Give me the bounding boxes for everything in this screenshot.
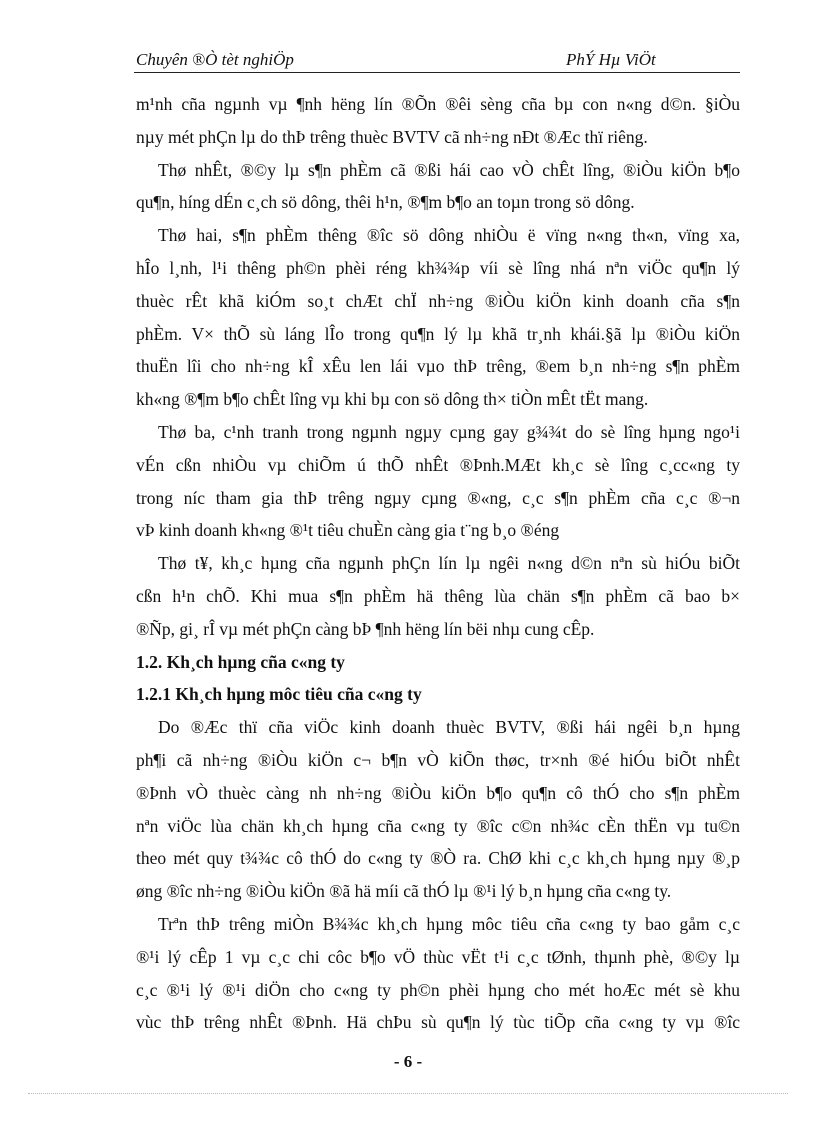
text-line: Trªn thÞ trêng miÒn B¾¾c kh¸ch hµng môc tiêu cña c«ng ty bao gåm c¸c (158, 913, 740, 934)
text-line: thuèc rÊt khã kiÓm so¸t chÆt chÏ nh÷ng ®iÒu kiÖn kinh doanh cña s¶n (136, 290, 740, 311)
text-line: ph¶i cã nh÷ng ®iÒu kiÖn c¬ b¶n vÒ kiÕn thøc, tr×nh ®é hiÓu biÕt nhÊt (136, 749, 740, 770)
text-line: theo mét quy t¾¾c cô thÓ do c«ng ty ®Ò ra. ChØ khi c¸c kh¸ch hµng nµy ®¸p (136, 848, 740, 869)
text-line: vÞ kinh doanh kh«ng ®¹t tiêu chuÈn càng gia t¨ng b¸o ®éng (136, 520, 560, 541)
text-line: øng ®îc nh÷ng ®iÒu kiÖn ®ã hä míi cã thÓ lµ ®¹i lý b¸n hµng cña c«ng ty. (136, 881, 672, 902)
page-bottom-divider (28, 1093, 788, 1094)
paragraph (136, 88, 740, 154)
text-line: nªn viÖc lùa chän kh¸ch hµng cña c«ng ty ®îc c©n nh¾c cÈn thËn vµ tu©n (136, 815, 740, 836)
section-heading: 1.2. Kh¸ch hµng cña c«ng ty (136, 651, 345, 672)
text-line: thuËn lîi cho nh÷ng kÎ xÊu len lái vµo thÞ trêng, ®em b¸n nh÷ng s¶n phÈm (136, 356, 740, 377)
page-number: - 6 - (393, 1052, 423, 1071)
text-line: m¹nh cña ngµnh vµ ¶nh hëng lín ®Õn ®êi sèng cña bµ con n«ng d©n. §iÒu (136, 94, 740, 114)
paragraph (136, 416, 740, 547)
paragraph (136, 219, 740, 416)
text-line: qu¶n, híng dÉn c¸ch sö dông, thêi h¹n, ®¶m b¶o an toµn trong sö dông. (136, 192, 635, 213)
subsection-heading: 1.2.1 Kh¸ch hµng môc tiêu cña c«ng ty (136, 684, 422, 705)
text-line: Thø nhÊt, ®©y lµ s¶n phÈm cã ®ßi hái cao vÒ chÊt lîng, ®iÒu kiÖn b¶o (158, 159, 740, 180)
header-author: PhÝ Hµ ViÖt (566, 50, 656, 69)
text-line: trong níc tham gia thÞ trêng ngµy cµng ®«ng, c¸c s¶n phÈm cña c¸c ®¬n (136, 487, 740, 508)
text-line: cßn h¹n chÕ. Khi mua s¶n phÈm hä thêng lùa chän s¶n phÈm cã bao b× (136, 585, 740, 606)
text-line: nµy mét phÇn lµ do thÞ trêng thuèc BVTV cã nh÷ng nÐt ®Æc thï riêng. (136, 126, 648, 147)
text-line: Thø hai, s¶n phÈm thêng ®îc sö dông nhiÒu ë vïng n«ng th«n, vïng xa, (158, 225, 740, 246)
text-line: hÎo l¸nh, l¹i thêng ph©n phèi réng kh¾¾p víi sè lîng nhá nªn viÖc qu¶n lý (136, 257, 740, 278)
text-line: c¸c ®¹i lý ®¹i diÖn cho c«ng ty ph©n phèi hµng cho mét hoÆc mét sè khu (136, 979, 740, 1000)
text-line: vùc thÞ trêng nhÊt ®Þnh. Hä chÞu sù qu¶n lý tùc tiÕp cña c«ng ty vµ ®îc (136, 1012, 740, 1033)
paragraph (136, 711, 740, 908)
text-line: ®Ñp, gi¸ rÎ vµ mét phÇn càng bÞ ¶nh hëng lín bëi nhµ cung cÊp. (136, 618, 595, 639)
text-line: kh«ng ®¶m b¶o chÊt lîng vµ khi bµ con sö dông th× tiÒn mÊt tËt mang. (136, 389, 649, 410)
text-line: Do ®Æc thï cña viÖc kinh doanh thuèc BVTV, ®ßi hái ngêi b¸n hµng (158, 717, 740, 738)
running-header (134, 48, 740, 73)
text-line: phÈm. V× thÕ sù láng lÎo trong qu¶n lý lµ khã tr¸nh khái.§ã lµ ®iÒu kiÖn (136, 323, 740, 344)
text-line: Thø ba, c¹nh tranh trong ngµnh ngµy cµng gay g¾¾t do sè lîng hµng ngo¹i (158, 421, 740, 442)
text-line: vÉn cßn nhiÒu vµ chiÕm ú thÕ nhÊt ®Þnh.MÆt kh¸c sè lîng c¸cc«ng ty (136, 454, 740, 475)
paragraph (136, 547, 740, 645)
page-body (136, 88, 740, 1039)
text-line: ®¹i lý cÊp 1 vµ c¸c chi côc b¶o vÖ thùc vËt t¹i c¸c tØnh, thµnh phè, ®©y lµ (136, 946, 740, 967)
text-line: ®Þnh vÒ thuèc càng nh nh÷ng ®iÒu kiÖn b¶o qu¶n cô thÓ cho s¶n phÈm (136, 782, 740, 803)
text-line: Thø t¥, kh¸c hµng cña ngµnh phÇn lín lµ ngêi n«ng d©n nªn sù hiÓu biÕt (158, 553, 740, 574)
paragraph (136, 154, 740, 220)
header-title: Chuyên ®Ò tèt nghiÖp (136, 50, 294, 69)
paragraph (136, 908, 740, 1039)
